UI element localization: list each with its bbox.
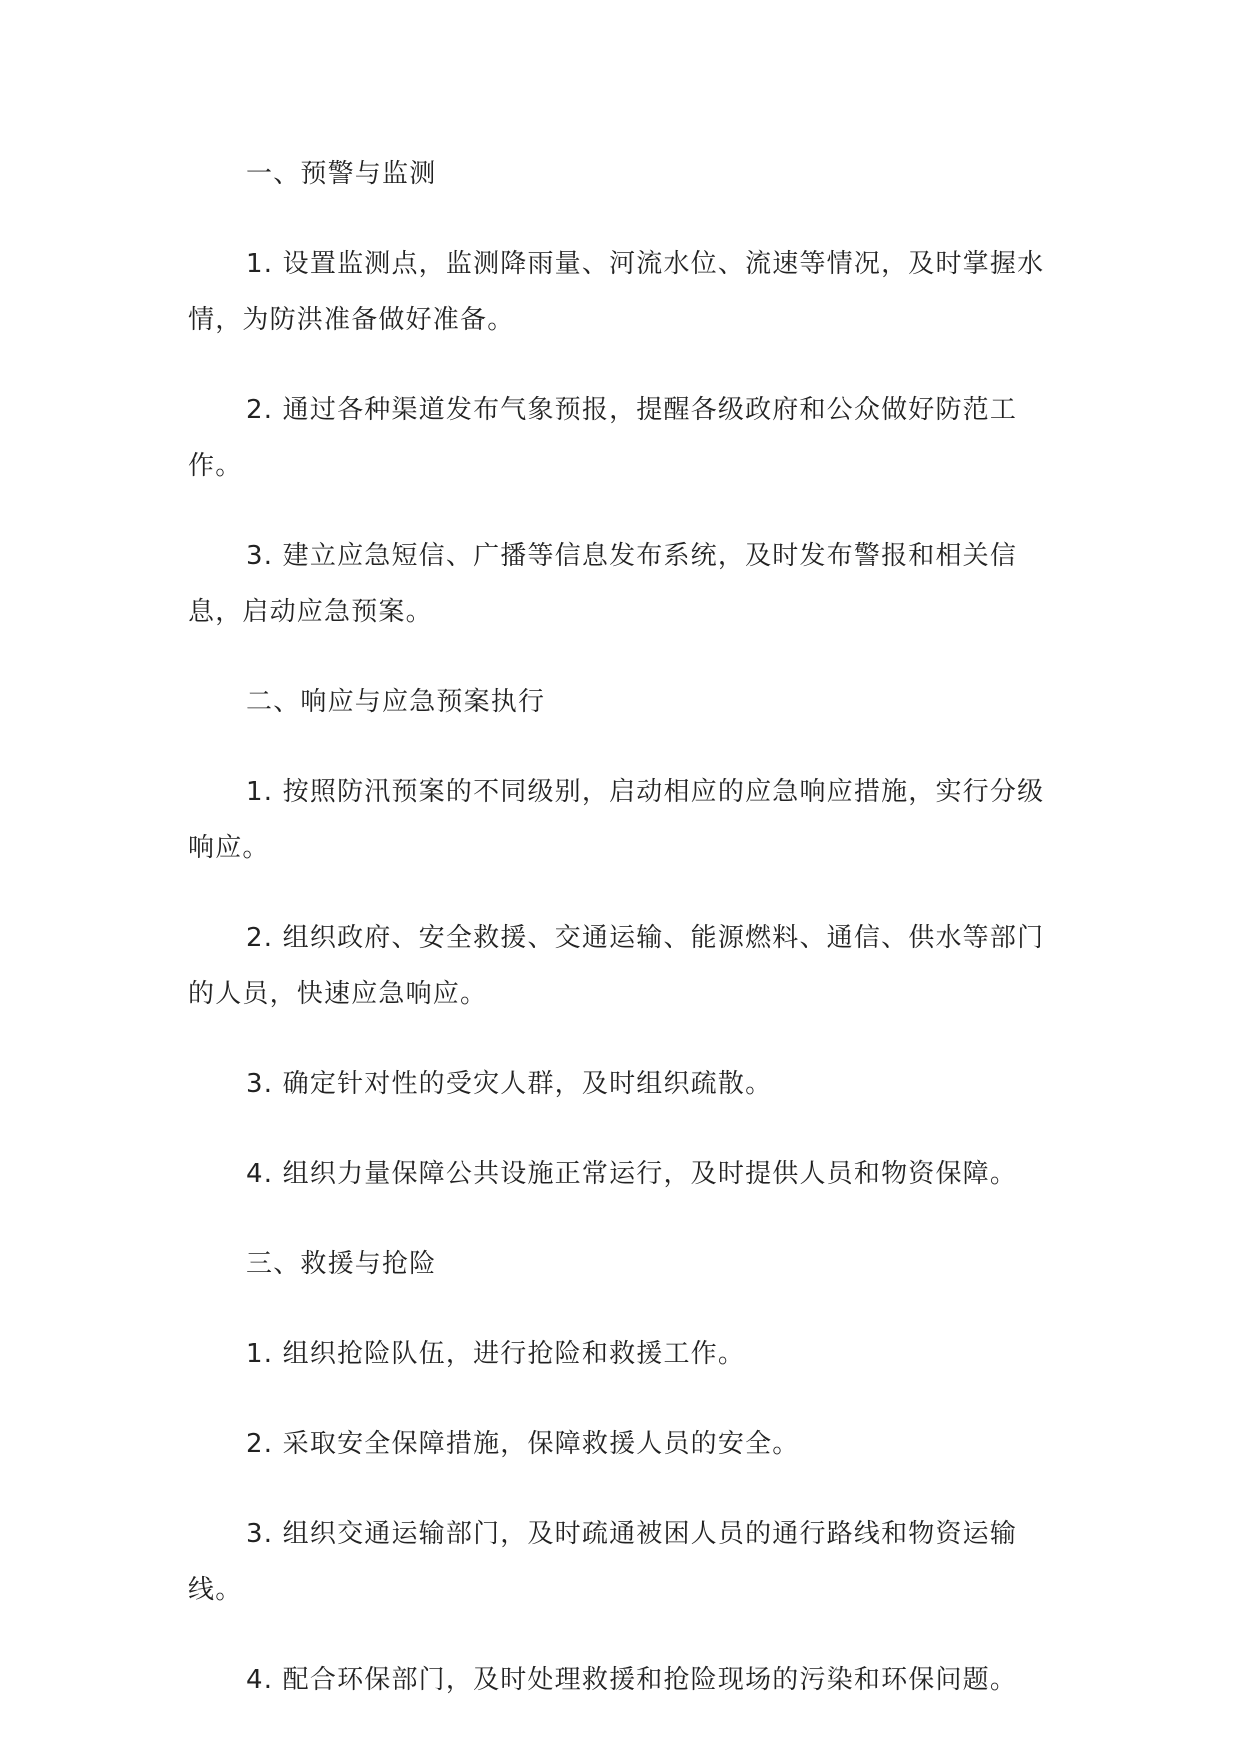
section-heading-warning-monitoring: 一、预警与监测 [246,159,437,189]
paragraph-item: 3. 确定针对性的受灾人群，及时组织疏散。 [246,1069,773,1099]
paragraph-item: 1. 设置监测点，监测降雨量、河流水位、流速等情况，及时掌握水情，为防洪准备做好准备。 [188,249,1045,335]
section-heading-response-plan: 二、响应与应急预案执行 [246,687,546,717]
paragraph-item: 4. 组织力量保障公共设施正常运行，及时提供人员和物资保障。 [246,1159,1018,1189]
paragraph-item: 2. 通过各种渠道发布气象预报，提醒各级政府和公众做好防范工作。 [188,395,1018,481]
document-body [188,146,1068,1708]
paragraph-item: 1. 组织抢险队伍，进行抢险和救援工作。 [246,1339,746,1369]
paragraph-item: 4. 配合环保部门，及时处理救援和抢险现场的污染和环保问题。 [246,1665,1018,1695]
section-heading-rescue: 三、救援与抢险 [246,1249,437,1279]
paragraph-item: 2. 采取安全保障措施，保障救援人员的安全。 [246,1429,800,1459]
paragraph-item: 2. 组织政府、安全救援、交通运输、能源燃料、通信、供水等部门的人员，快速应急响应。 [188,923,1045,1009]
paragraph-item: 3. 建立应急短信、广播等信息发布系统，及时发布警报和相关信息，启动应急预案。 [188,541,1018,627]
paragraph-item: 1. 按照防汛预案的不同级别，启动相应的应急响应措施，实行分级响应。 [188,777,1045,863]
paragraph-item: 3. 组织交通运输部门，及时疏通被困人员的通行路线和物资运输线。 [188,1519,1018,1605]
